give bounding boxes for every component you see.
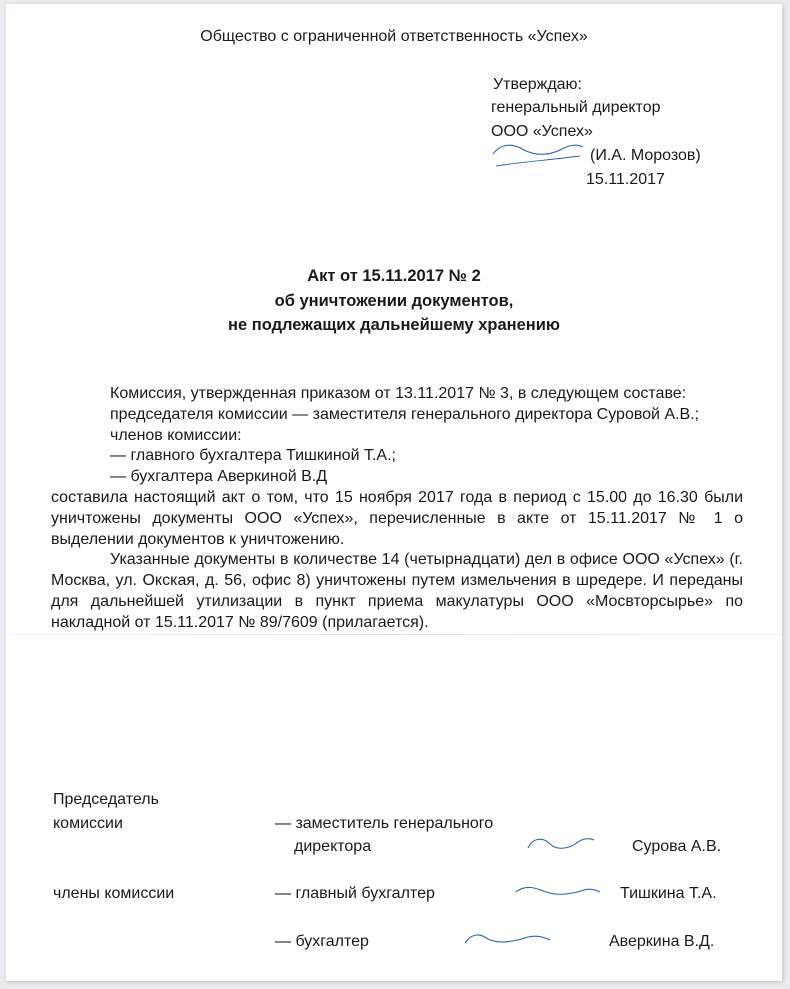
chair-name: Сурова А.В. — [632, 838, 722, 855]
member-2-position: — бухгалтер — [275, 933, 369, 950]
act-title-line-3: не подлежащих дальнейшему хранению — [228, 316, 560, 334]
organization-name: Общество с ограниченной ответственность «Успех» — [200, 28, 588, 45]
member-1-signature — [512, 878, 602, 904]
approval-position: генеральный директор — [491, 99, 661, 116]
body-members-label: членов комиссии: — [110, 426, 242, 444]
body-commission: Комиссия, утвержденная приказом от 13.11.2017 № 3, в следующем составе: — [110, 385, 687, 402]
chair-signature — [524, 830, 596, 858]
approval-organization: ООО «Успех» — [491, 123, 593, 140]
approval-date: 15.11.2017 — [586, 171, 665, 188]
member-1-name: Тишкина Т.А. — [620, 885, 717, 902]
document-page — [6, 4, 782, 981]
chair-label-line-1: Председатель — [53, 791, 159, 808]
director-name: (И.А. Морозов) — [590, 147, 701, 164]
body-member-2: — бухгалтера Аверкиной В.Д — [110, 468, 328, 486]
paper-fold-line — [6, 634, 782, 635]
chair-position-line-1: — заместитель генерального — [275, 815, 494, 832]
body-details: Указанные документы в количестве 14 (четырнадцати) дел в офисе ООО «Успех» (г. Москва, ул. Окская, д. 56, офис 8) уничтожены путем измельчения в шредере. И переданы для дальнейшей утилизации в пункт приема макулатуры ООО «Мосвторсырье» по накладной от 15.11.2017 № 89/7609 (прилагается). — [51, 551, 743, 631]
members-label: члены комиссии — [53, 885, 175, 902]
body-member-1: — главного бухгалтера Тишкиной Т.А.; — [110, 447, 396, 465]
member-2-name: Аверкина В.Д. — [609, 933, 715, 950]
director-signature — [490, 138, 586, 172]
chair-position-line-2: директора — [294, 838, 372, 855]
act-body — [51, 384, 743, 634]
body-statement: составила настоящий акт о том, что 15 ноября 2017 года в период с 15.00 до 16.30 были уничтожены документы ООО «Успех», перечисленные в акте от 15.11.2017 № 1 о выделении документов к уничтожению. — [51, 488, 743, 548]
body-chair: председателя комиссии — заместителя генерального директора Суровой А.В.; — [110, 405, 700, 423]
approval-label: Утверждаю: — [493, 76, 582, 93]
chair-label-line-2: комиссии — [53, 815, 123, 832]
member-1-position: — главный бухгалтер — [275, 885, 435, 902]
member-2-signature — [462, 925, 552, 951]
act-title-line-1: Акт от 15.11.2017 № 2 — [307, 267, 481, 285]
act-title-line-2: об уничтожении документов, — [274, 292, 514, 310]
